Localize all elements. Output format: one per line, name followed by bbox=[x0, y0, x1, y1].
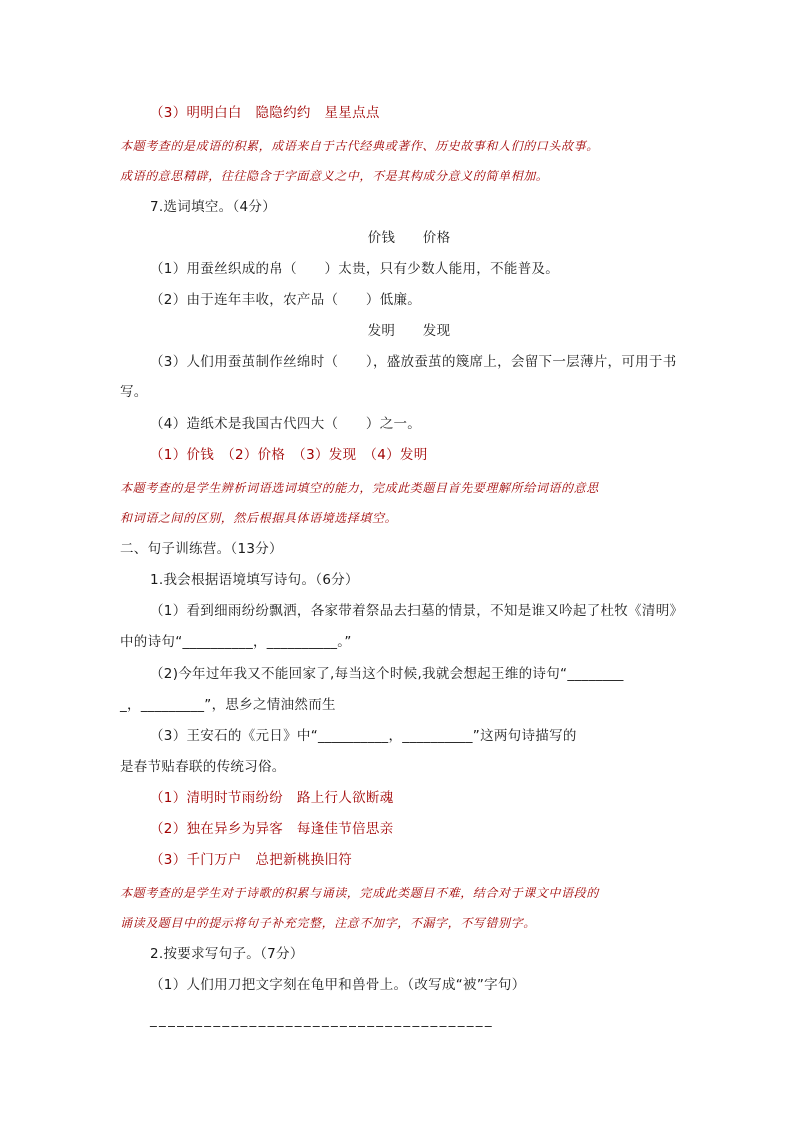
question-item: （2)今年过年我又不能回家了,每当这个时候,我就会想起王维的诗句“________ bbox=[150, 666, 624, 682]
word-choices: 发明 发现 bbox=[367, 323, 451, 339]
question-item-continued: 写。 bbox=[120, 384, 148, 400]
question-item-continued: 是春节贴春联的传统习俗。 bbox=[120, 759, 286, 775]
explanation-text: 本题考查的是成语的积累，成语来自于古代经典或著作、历史故事和人们的口头故事。 bbox=[120, 139, 599, 153]
explanation-text: 本题考查的是学生对于诗歌的积累与诵读，完成此类题目不难，结合对于课文中语段的 bbox=[120, 886, 599, 900]
word-choices: 价钱 价格 bbox=[367, 230, 451, 246]
answer-line: （3）明明白白 隐隐约约 星星点点 bbox=[150, 105, 380, 121]
question-heading: 7.选词填空。（4分） bbox=[150, 199, 277, 215]
answer-blank-line: ______________________________________ bbox=[150, 1012, 494, 1028]
question-item: （3）王安石的《元日》中“__________，__________”这两句诗描写的 bbox=[150, 728, 577, 744]
question-item-continued: _，_________”，思乡之情油然而生 bbox=[120, 697, 336, 713]
question-item: （1）人们用刀把文字刻在龟甲和兽骨上。（改写成“被”字句） bbox=[150, 977, 526, 993]
answer-line: （1）清明时节雨纷纷 路上行人欲断魂 bbox=[150, 790, 394, 806]
question-item: （2）由于连年丰收，农产品（ ）低廉。 bbox=[150, 292, 422, 308]
question-item: （4）造纸术是我国古代四大（ ）之一。 bbox=[150, 416, 422, 432]
question-item-continued: 中的诗句“__________，__________。” bbox=[120, 634, 352, 650]
question-heading: 1.我会根据语境填写诗句。（6分） bbox=[150, 572, 359, 588]
section-heading: 二、句子训练营。（13分） bbox=[120, 541, 283, 557]
explanation-text: 和词语之间的区别，然后根据具体语境选择填空。 bbox=[120, 511, 398, 525]
question-item: （1）看到细雨纷纷飘洒，各家带着祭品去扫墓的情景，不知是谁又吟起了杜牧《清明》 bbox=[150, 603, 684, 619]
question-item: （1）用蚕丝织成的帛（ ）太贵，只有少数人能用，不能普及。 bbox=[150, 261, 560, 277]
explanation-text: 成语的意思精辟，往往隐含于字面意义之中，不是其构成分意义的简单相加。 bbox=[120, 169, 549, 183]
answer-line: （2）独在异乡为异客 每逢佳节倍思亲 bbox=[150, 821, 394, 837]
answer-line: （1）价钱 （2）价格 （3）发现 （4）发明 bbox=[150, 447, 428, 463]
explanation-text: 本题考查的是学生辨析词语选词填空的能力，完成此类题目首先要理解所给词语的意思 bbox=[120, 481, 599, 495]
question-heading: 2.按要求写句子。（7分） bbox=[150, 946, 304, 962]
answer-line: （3）千门万户 总把新桃换旧符 bbox=[150, 852, 353, 868]
explanation-text: 诵读及题目中的提示将句子补充完整，注意不加字，不漏字，不写错别字。 bbox=[120, 916, 536, 930]
question-item: （3）人们用蚕茧制作丝绵时（ ），盛放蚕茧的篾席上，会留下一层薄片，可用于书 bbox=[150, 354, 677, 370]
